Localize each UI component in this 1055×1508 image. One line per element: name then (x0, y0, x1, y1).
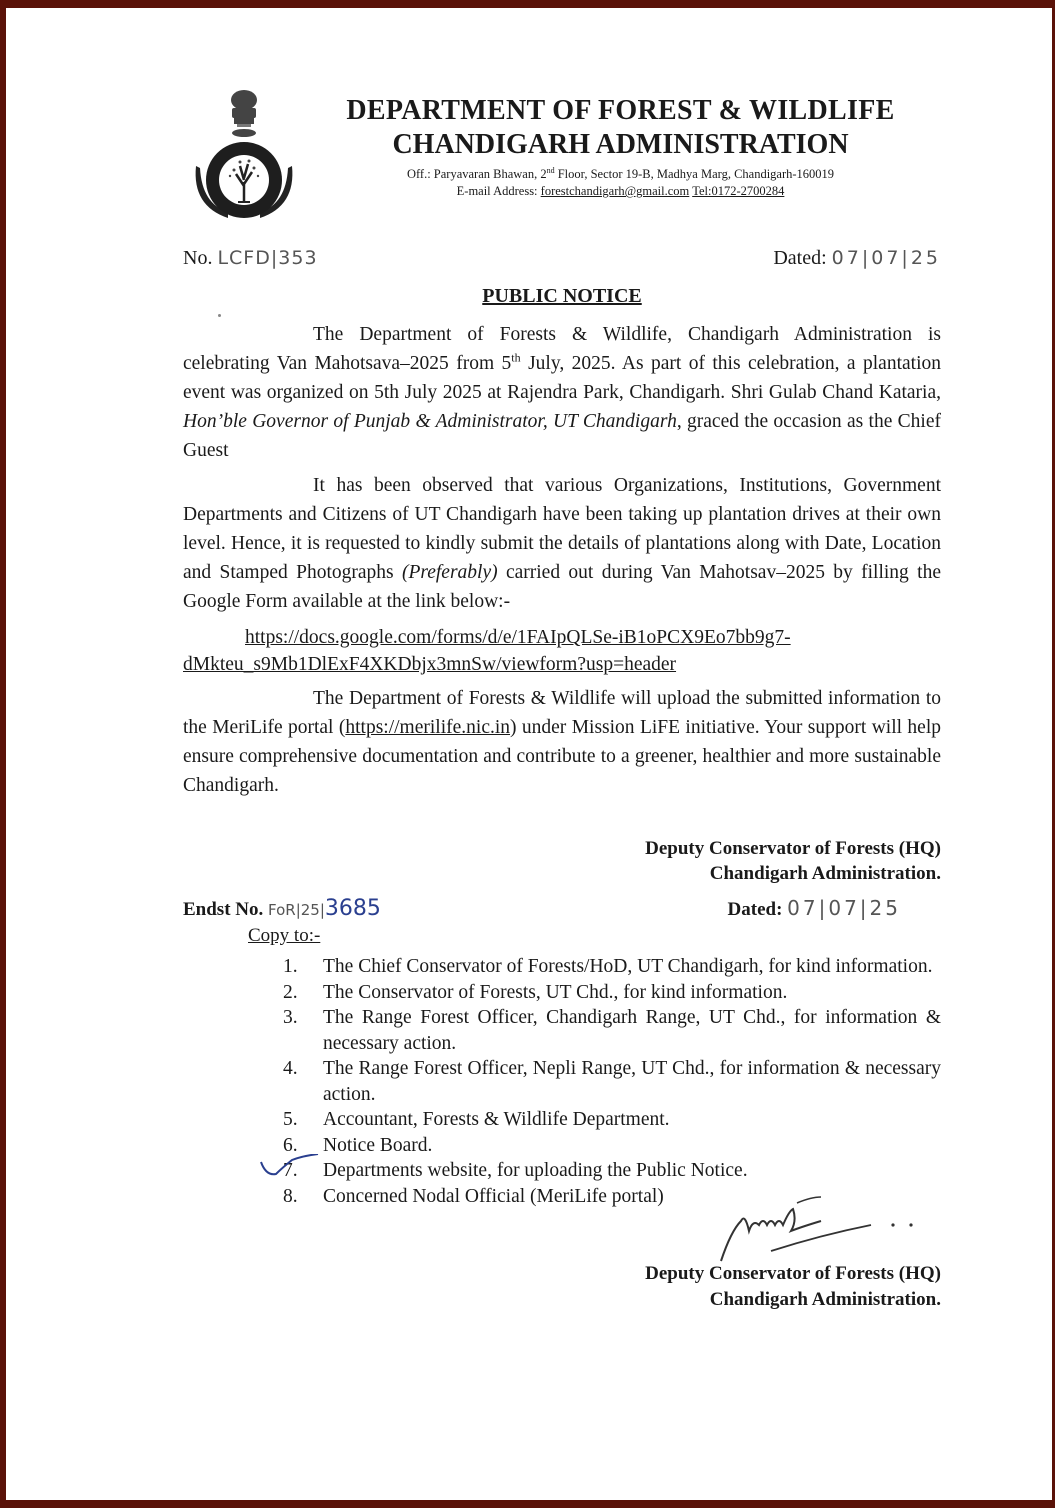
google-form-link (183, 624, 941, 678)
list-item (283, 1056, 941, 1107)
list-text: Notice Board. (323, 1134, 433, 1156)
google-form-link-line-1[interactable]: https://docs.google.com/forms/d/e/1FAIpQLSe-iB1oPCX9Eo7bb9g7- (245, 627, 791, 648)
address-suffix: Floor, Sector 19-B, Madhya Marg, Chandigarh-160019 (554, 167, 835, 182)
signatory-top-title: Deputy Conservator of Forests (HQ) (645, 838, 941, 859)
para2-text-b: carried out during Van Mahotsav–2025 by filling the Google Form available at the link below:- (183, 562, 941, 612)
endorsement-label: Endst No. (183, 899, 268, 920)
signature-area (183, 1217, 941, 1313)
list-number: 6. (283, 1134, 298, 1156)
list-text: The Range Forest Officer, Chandigarh Range, UT Chd., for information & necessary action. (323, 1007, 941, 1054)
signatory-top-office: Chandigarh Administration. (709, 863, 941, 884)
department-title: DEPARTMENT OF FOREST & WILDLIFE (346, 95, 895, 126)
checkmark-icon (258, 1154, 328, 1184)
endorsement-date-label: Dated: (727, 899, 788, 920)
contact-line (300, 183, 941, 200)
signatory-bottom (183, 1217, 941, 1313)
handwritten-signature (701, 1191, 931, 1271)
signatory-bottom-title: Deputy Conservator of Forests (HQ) (645, 1263, 941, 1284)
email-label: E-mail Address: (456, 184, 541, 199)
department-emblem-logo (188, 86, 300, 226)
letterhead-text (300, 86, 941, 200)
endorsement-handwritten-number: 3685 (324, 896, 381, 921)
para3-text-a: The Department of Forests & Wildlife will upload the submitted information to the MeriLife portal ( (183, 688, 941, 738)
signatory-top (183, 836, 941, 886)
para1-italic: Hon’ble Governor of Punjab & Administrator, UT Chandigarh (183, 411, 677, 432)
endorsement-prefix: FoR|25| (268, 901, 325, 919)
reference-row (183, 244, 941, 272)
list-item (283, 980, 941, 1006)
para3-text-b: ) under Mission LiFE initiative. Your support will help ensure comprehensive documentation and contribute to a greener, healthier and more sustainable Chandigarh. (183, 717, 941, 796)
list-text: The Range Forest Officer, Nepli Range, UT Chd., for information & necessary action. (323, 1058, 941, 1105)
list-number: 7. (283, 1160, 298, 1181)
endorsement-number (183, 895, 381, 924)
list-text: The Chief Conservator of Forests/HoD, UT Chandigarh, for kind information. (323, 956, 933, 977)
para1-superscript: th (511, 350, 521, 365)
document-content (183, 86, 941, 1313)
endorsement-row (183, 894, 941, 924)
telephone: Tel:0172-2700284 (692, 184, 785, 199)
list-number: 4. (283, 1058, 298, 1079)
address-prefix: Off.: Paryavaran Bhawan, 2 (406, 167, 547, 182)
office-address (300, 162, 941, 183)
notice-title: PUBLIC NOTICE (482, 285, 642, 307)
email-link[interactable]: forestchandigarh@gmail.com (540, 184, 690, 199)
para1-text-c: , graced the occasion as the Chief Guest (183, 411, 941, 461)
date-label: Dated: (773, 247, 832, 269)
reference-label: No. (183, 247, 218, 269)
para2-text-a: It has been observed that various Organizations, Institutions, Government Departments and Citizens of UT Chandigarh have been taking up plantation drives at their own level. Hence, it is requested to kindly submit the details of plantations along with Date, Location and Stamped Photographs (183, 475, 941, 583)
signatory-bottom-office: Chandigarh Administration. (709, 1289, 941, 1310)
list-number: 5. (283, 1109, 298, 1130)
list-text: Departments website, for uploading the Public Notice. (323, 1160, 748, 1181)
list-text: Accountant, Forests & Wildlife Department. (323, 1109, 670, 1130)
list-number: 2. (283, 981, 298, 1003)
list-text: The Conservator of Forests, UT Chd., for kind information. (323, 981, 788, 1003)
list-item (283, 1158, 941, 1184)
list-number: 3. (283, 1007, 298, 1028)
paragraph-2 (183, 471, 941, 616)
list-number: 8. (283, 1185, 298, 1207)
reference-number (183, 244, 318, 272)
notice-date (773, 244, 941, 272)
list-number: 1. (283, 956, 298, 977)
endorsement-date (728, 894, 901, 924)
document-page (6, 8, 1052, 1500)
list-item (283, 1005, 941, 1056)
department-subtitle: CHANDIGARH ADMINISTRATION (392, 129, 849, 160)
paragraph-1 (183, 320, 941, 465)
copy-to-heading: Copy to:- (248, 925, 321, 946)
merilife-link[interactable]: https://merilife.nic.in (345, 717, 511, 738)
para1-text-a: The Department of Forests & Wildlife, Chandigarh Administration is celebrating Van Mahotsava–2025 from 5 (183, 324, 941, 374)
list-text: Concerned Nodal Official (MeriLife portal) (323, 1185, 664, 1207)
para1-text-b: July, 2025. As part of this celebration, a plantation event was organized on 5th July 2025 at Rajendra Park, Chandigarh. Shri Gulab Chand Kataria, (183, 353, 941, 403)
letterhead (188, 86, 941, 226)
scan-speck (218, 314, 221, 317)
para2-italic: (Preferably) (401, 562, 498, 583)
list-item (283, 954, 941, 980)
list-item (283, 1133, 941, 1159)
paragraph-3 (183, 684, 941, 800)
copy-to-list (283, 954, 941, 1209)
google-form-link-line-2[interactable]: dMkteu_s9Mb1DlExF4XKDbjx3mnSw/viewform?usp=header (183, 654, 677, 675)
list-item (283, 1107, 941, 1133)
endorsement-date-value: 07|07|25 (787, 896, 901, 920)
date-handwritten-value: 07|07|25 (831, 247, 941, 269)
reference-handwritten-value: LCFD|353 (217, 247, 318, 269)
address-superscript: nd (546, 166, 555, 175)
